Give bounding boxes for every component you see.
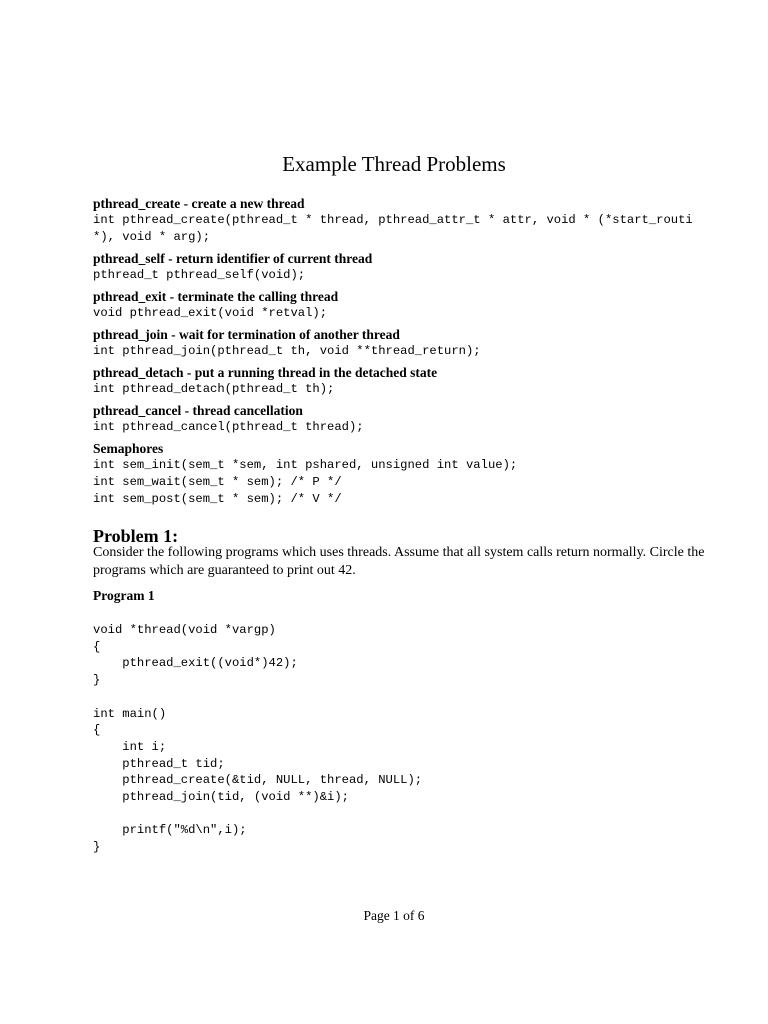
problem-description: Consider the following programs which uses threads. Assume that all system calls return normally. Circle the programs which are guaranteed to print out 42. <box>93 545 705 578</box>
def-heading: pthread_exit - terminate the calling thread <box>93 289 339 304</box>
program-label: Program 1 <box>93 588 155 603</box>
def-signature: int pthread_create(pthread_t * thread, pthread_attr_t * attr, void * (*start_routi *), void * arg); <box>93 213 693 244</box>
def-heading: pthread_create - create a new thread <box>93 196 305 211</box>
api-reference <box>93 195 768 508</box>
def-pthread-create <box>93 195 768 246</box>
def-pthread-join <box>93 326 768 360</box>
def-signature: int pthread_join(pthread_t th, void **thread_return); <box>93 344 481 358</box>
page-title: Example Thread Problems <box>282 152 506 176</box>
def-signature: int pthread_detach(pthread_t th); <box>93 382 335 396</box>
def-semaphores <box>93 440 768 508</box>
def-pthread-cancel <box>93 402 768 436</box>
problem-heading: Problem 1: <box>93 526 179 546</box>
def-heading: pthread_join - wait for termination of another thread <box>93 327 400 342</box>
def-signature: pthread_t pthread_self(void); <box>93 268 306 282</box>
def-heading: Semaphores <box>93 441 164 456</box>
def-heading: pthread_detach - put a running thread in the detached state <box>93 365 438 380</box>
def-pthread-exit <box>93 288 768 322</box>
def-signature: int sem_init(sem_t *sem, int pshared, unsigned int value); int sem_wait(sem_t * sem); /* P */ int sem_post(sem_t * sem); /* V */ <box>93 458 518 506</box>
def-heading: pthread_cancel - thread cancellation <box>93 403 303 418</box>
def-signature: int pthread_cancel(pthread_t thread); <box>93 420 364 434</box>
program-code-listing: void *thread(void *vargp) { pthread_exit((void*)42); } int main() { int i; pthread_t tid; pthread_create(&tid, NULL, thread, NULL); pthread_join(tid, (void **)&i); printf("%d\n",i); } <box>93 623 423 855</box>
page-number: Page 1 of 6 <box>363 908 425 923</box>
def-heading: pthread_self - return identifier of current thread <box>93 251 373 266</box>
def-pthread-self <box>93 250 768 284</box>
def-signature: void pthread_exit(void *retval); <box>93 306 328 320</box>
def-pthread-detach <box>93 364 768 398</box>
